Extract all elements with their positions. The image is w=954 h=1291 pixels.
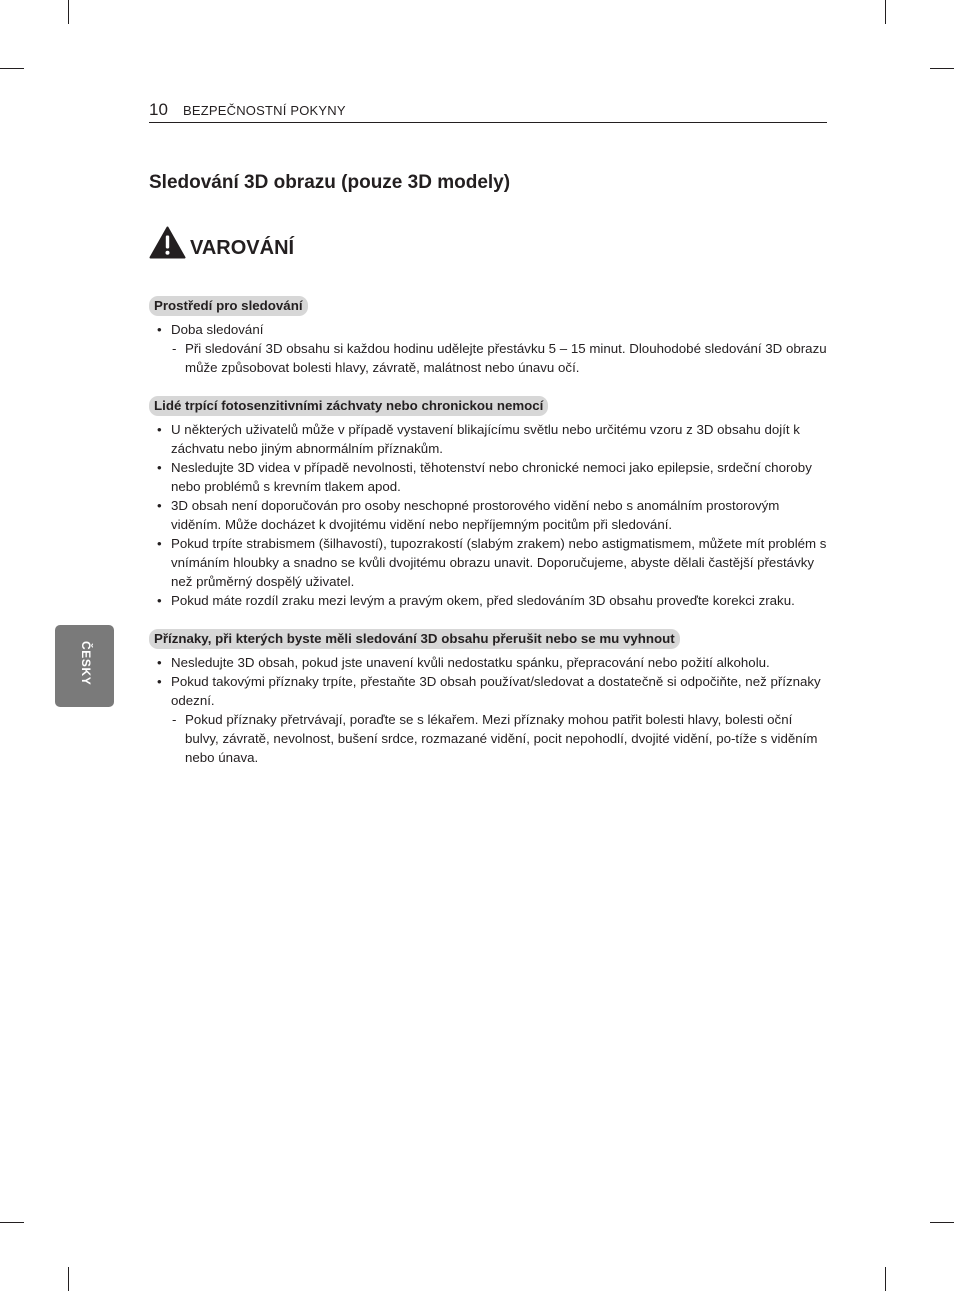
language-tab-label: ČESKY — [79, 641, 93, 686]
section-heading: Příznaky, při kterých byste měli sledování 3D obsahu přerušit nebo se mu vyhnout — [149, 629, 680, 649]
bullet-item — [149, 420, 827, 458]
section-viewing-environment — [149, 296, 827, 377]
bullet-item — [149, 496, 827, 534]
crop-mark — [930, 1222, 954, 1223]
bullet-item — [149, 320, 827, 377]
crop-mark — [885, 0, 886, 24]
bullet-text: Pokud máte rozdíl zraku mezi levým a pravým okem, před sledováním 3D obsahu proveďte korekci zraku. — [171, 593, 795, 608]
crop-mark — [68, 0, 69, 24]
running-section-title: BEZPEČNOSTNÍ POKYNY — [183, 103, 346, 118]
page-title: Sledování 3D obrazu (pouze 3D modely) — [149, 172, 511, 193]
crop-mark — [930, 68, 954, 69]
section-heading: Prostředí pro sledování — [149, 296, 308, 316]
bullet-text: Nesledujte 3D obsah, pokud jste unavení kvůli nedostatku spánku, přepracování nebo požití alkoholu. — [171, 655, 770, 670]
bullet-text: Pokud takovými příznaky trpíte, přestaňte 3D obsah používat/sledovat a dostatečně si odpočiňte, než příznaky odezní. — [171, 674, 821, 708]
bullet-text: 3D obsah není doporučován pro osoby neschopné prostorového vidění nebo s anomálním prostorovým viděním. Může docházet k dvojitému vidění nebo nepříjemným pocitům při sledování. — [171, 498, 780, 532]
crop-mark — [885, 1267, 886, 1291]
bullet-item — [149, 458, 827, 496]
dash-text: Při sledování 3D obsahu si každou hodinu udělejte přestávku 5 – 15 minut. Dlouhodobé sledování 3D obrazu může způsobovat bolesti hlavy, závratě, malátnost nebo únavu očí. — [185, 341, 827, 375]
warning-title: VAROVÁNÍ — [190, 237, 295, 259]
bullet-item — [149, 591, 827, 610]
page-header — [149, 100, 827, 123]
bullet-item — [149, 534, 827, 591]
crop-mark — [0, 1222, 24, 1223]
section-symptoms — [149, 629, 827, 767]
crop-mark — [0, 68, 24, 69]
section-photosensitive — [149, 396, 827, 610]
crop-mark — [68, 1267, 69, 1291]
dash-item — [171, 339, 827, 377]
warning-triangle-icon — [149, 226, 186, 259]
dash-text: Pokud příznaky přetrvávají, poraďte se s lékařem. Mezi příznaky mohou patřit bolesti hlavy, bolesti oční bulvy, závratě, nevolnost, bušení srdce, rozmazané vidění, pocit nepohodlí, dvojité vidění, po-tíže s viděním nebo únava. — [185, 712, 818, 765]
section-heading: Lidé trpící fotosenzitivními záchvaty nebo chronickou nemocí — [149, 396, 548, 416]
bullet-text: U některých uživatelů může v případě vystavení blikajícímu světlu nebo určitému vzoru z 3D obsahu dojít k záchvatu nebo jiným abnormálním příznakům. — [171, 422, 800, 456]
bullet-text: Nesledujte 3D videa v případě nevolnosti, těhotenství nebo chronické nemoci jako epilepsie, srdeční choroby nebo problémů s krevním tlakem apod. — [171, 460, 812, 494]
safety-content — [149, 296, 827, 786]
bullet-text: Doba sledování — [171, 322, 264, 337]
bullet-item — [149, 653, 827, 672]
page-number: 10 — [149, 100, 168, 119]
dash-item — [171, 710, 827, 767]
bullet-item — [149, 672, 827, 767]
bullet-text: Pokud trpíte strabismem (šilhavostí), tupozrakostí (slabým zrakem) nebo astigmatismem, můžete mít problém s vnímáním hloubky a snadno se kvůli dvojitému obrazu unavit. Doporučujeme, abyste dělali častější přestávky než průměrný dospělý uživatel. — [171, 536, 827, 589]
